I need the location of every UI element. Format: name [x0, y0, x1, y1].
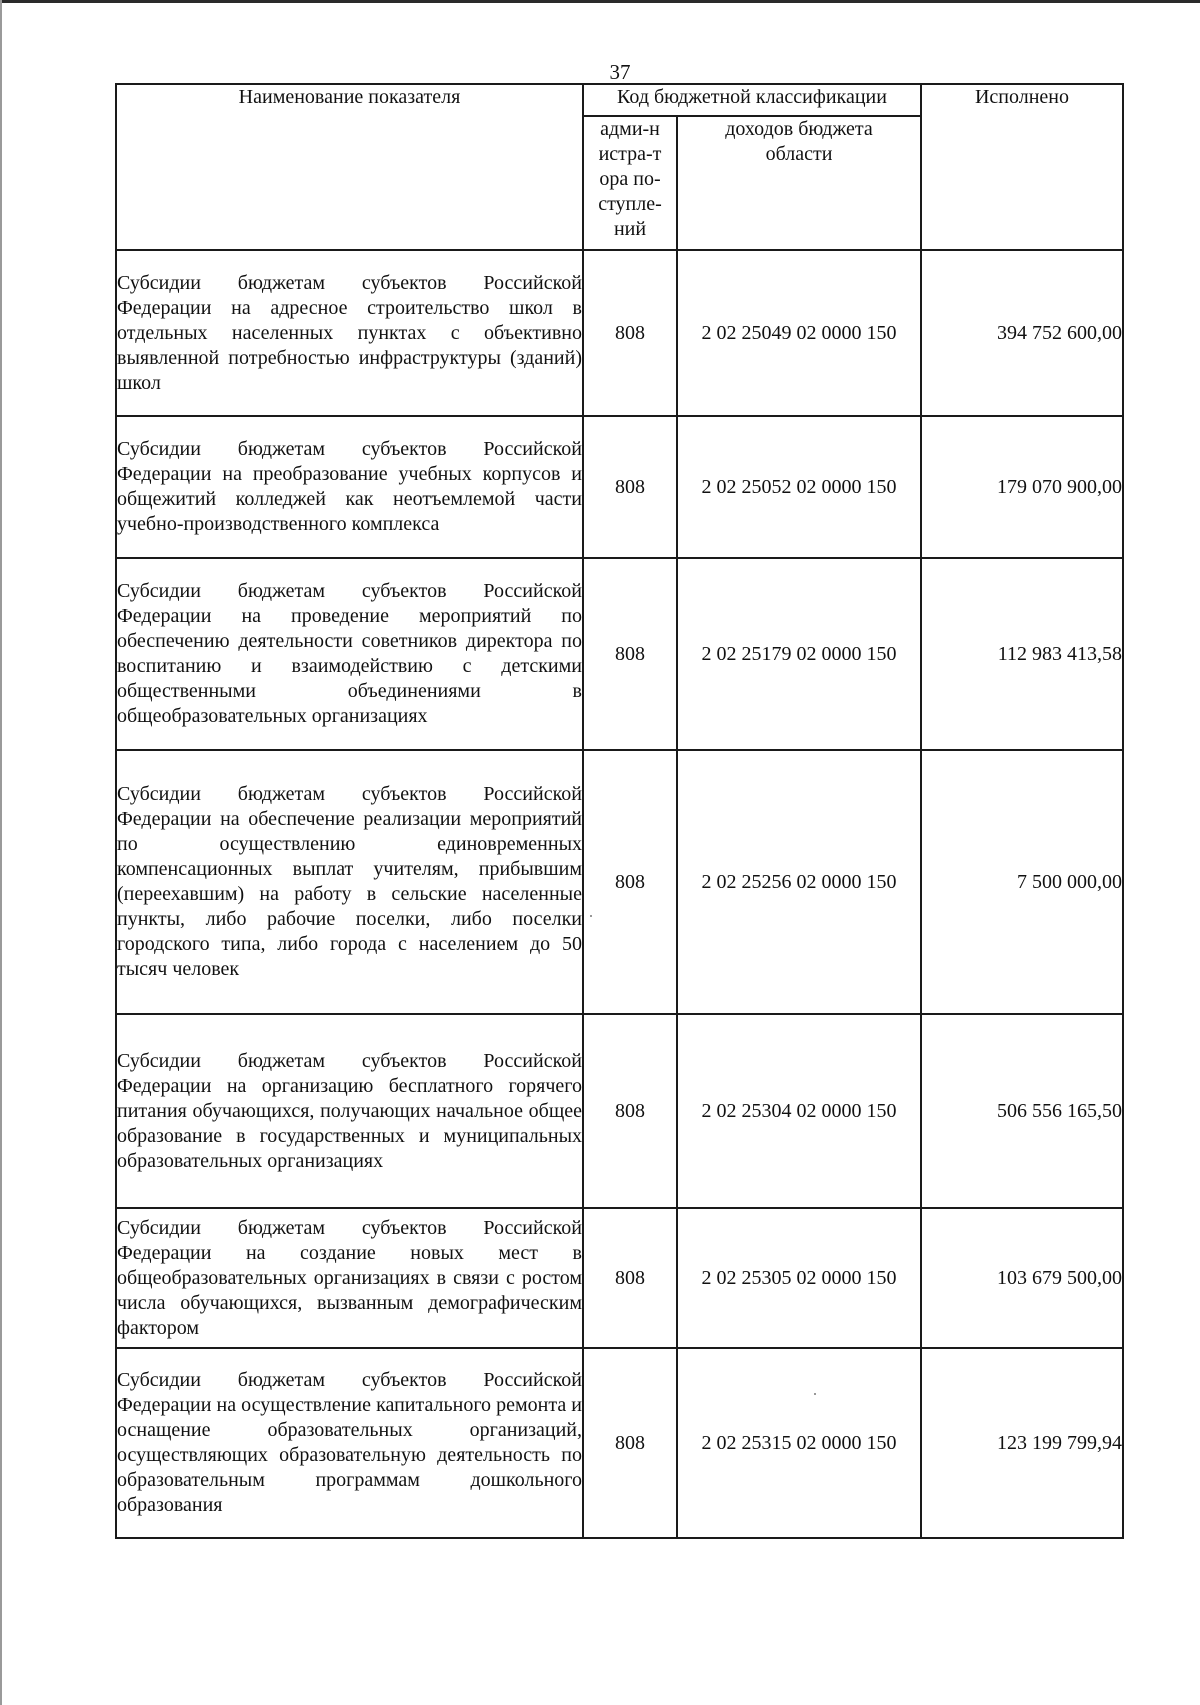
row-indicator-name: Субсидии бюджетам субъектов Российской Федерации на преобразование учебных корпусов и общежитий колледжей как неотъемлемой части учебно-производственного комплекса — [116, 416, 583, 558]
row-administrator-code: 808 — [583, 558, 677, 750]
row-executed-amount: 123 199 799,94 — [921, 1348, 1123, 1538]
row-income-code: 2 02 25256 02 0000 150 — [677, 750, 921, 1014]
header-administrator-text: адми-нистра-тора по-ступле-ний — [598, 118, 662, 240]
row-administrator-code: 808 — [583, 1348, 677, 1538]
scan-speck — [590, 915, 592, 917]
scan-speck — [814, 1393, 816, 1395]
table-row — [116, 416, 1123, 558]
row-administrator-code: 808 — [583, 1208, 677, 1348]
row-indicator-name: Субсидии бюджетам субъектов Российской Федерации на осуществление капитального ремонта и оснащение образовательных организаций, осуществляющих образовательную деятельность по образовательным программам дошкольного образования — [116, 1348, 583, 1538]
budget-income-table — [115, 83, 1124, 1539]
table-row — [116, 750, 1123, 1014]
row-executed-amount: 103 679 500,00 — [921, 1208, 1123, 1348]
table-row — [116, 1014, 1123, 1208]
row-income-code: 2 02 25304 02 0000 150 — [677, 1014, 921, 1208]
header-row-top — [116, 84, 1123, 116]
header-income — [677, 116, 921, 250]
header-executed: Исполнено — [921, 84, 1123, 250]
row-executed-amount: 179 070 900,00 — [921, 416, 1123, 558]
row-indicator-name: Субсидии бюджетам субъектов Российской Федерации на проведение мероприятий по обеспечению деятельности советников директора по воспитанию и взаимодействию с детскими общественными объединениями в общеобразовательных организациях — [116, 558, 583, 750]
row-executed-amount: 394 752 600,00 — [921, 250, 1123, 416]
header-budget-classification-code: Код бюджетной классификации — [583, 84, 921, 116]
row-income-code: 2 02 25049 02 0000 150 — [677, 250, 921, 416]
row-income-code: 2 02 25315 02 0000 150 — [677, 1348, 921, 1538]
table-row — [116, 250, 1123, 416]
row-indicator-name: Субсидии бюджетам субъектов Российской Федерации на создание новых мест в общеобразовательных организациях в связи с ростом числа обучающихся, вызванным демографическим фактором — [116, 1208, 583, 1348]
row-indicator-name: Субсидии бюджетам субъектов Российской Федерации на обеспечение реализации мероприятий по осуществлению единовременных компенсационных выплат учителям, прибывшим (переехавшим) на работу в сельские населенные пункты, либо рабочие поселки, либо поселки городского типа, либо города с населением до 50 тысяч человек — [116, 750, 583, 1014]
row-indicator-name: Субсидии бюджетам субъектов Российской Федерации на организацию бесплатного горячего питания обучающихся, получающих начальное общее образование в государственных и муниципальных образовательных организациях — [116, 1014, 583, 1208]
page-number: 37 — [609, 60, 631, 84]
header-income-text: доходов бюджета области — [725, 118, 873, 165]
row-indicator-name: Субсидии бюджетам субъектов Российской Федерации на адресное строительство школ в отдельных населенных пунктах с объективно выявленной потребностью инфраструктуры (зданий) школ — [116, 250, 583, 416]
row-income-code: 2 02 25052 02 0000 150 — [677, 416, 921, 558]
row-executed-amount: 7 500 000,00 — [921, 750, 1123, 1014]
header-indicator-name: Наименование показателя — [116, 84, 583, 250]
scan-edge-top — [0, 0, 1200, 3]
table-row — [116, 1208, 1123, 1348]
scan-edge-left — [0, 0, 2, 1705]
row-executed-amount: 506 556 165,50 — [921, 1014, 1123, 1208]
row-administrator-code: 808 — [583, 250, 677, 416]
row-administrator-code: 808 — [583, 416, 677, 558]
row-administrator-code: 808 — [583, 750, 677, 1014]
row-administrator-code: 808 — [583, 1014, 677, 1208]
table-row — [116, 558, 1123, 750]
row-executed-amount: 112 983 413,58 — [921, 558, 1123, 750]
table-row — [116, 1348, 1123, 1538]
row-income-code: 2 02 25305 02 0000 150 — [677, 1208, 921, 1348]
header-administrator — [583, 116, 677, 250]
row-income-code: 2 02 25179 02 0000 150 — [677, 558, 921, 750]
